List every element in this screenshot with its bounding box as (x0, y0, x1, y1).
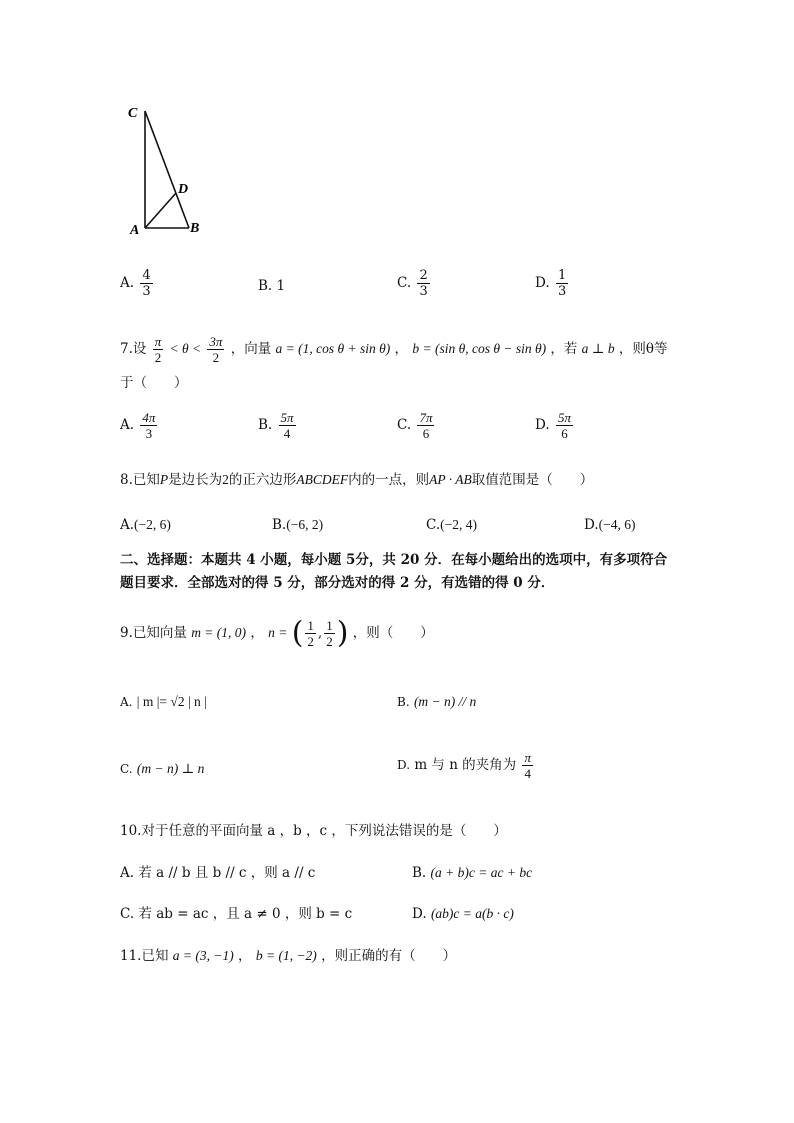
segment-ad (145, 193, 176, 228)
label-c: C (128, 106, 138, 121)
q8-option-a: A.(−2, 6) (120, 517, 171, 533)
q10-stem: 10.对于任意的平面向量 a ，b ，c ，下列说法错误的是（ ） (120, 823, 507, 839)
q7-option-d: D. $\frac{5\pi}{6}$ (535, 410, 571, 441)
q8-stem: 8.已知P是边长为2的正六边形ABCDEF内的一点，则AP · AB取值范围是（ ） (120, 472, 594, 488)
triangle-figure (120, 98, 220, 243)
q7-option-b: B. $\frac{5\pi}{4}$ (258, 410, 294, 441)
q10-option-a: A. 若 a // b 且 b // c ，则 a // c (120, 865, 316, 881)
q8-option-d: D.(−4, 6) (584, 517, 636, 533)
section2-heading-line2: 题目要求．全部选对的得 5 分，部分选对的得 2 分，有选错的得 0 分． (120, 575, 555, 591)
label-a: A (130, 223, 140, 238)
q9-option-d: D. m 与 n 的夹角为 $\frac{\pi}{4}$ (397, 750, 531, 781)
q6-option-d: D. $\frac{1}{3}$ (535, 268, 567, 299)
q6-option-a: A. $\frac{4}{3}$ (120, 268, 151, 299)
q10-option-c: C. 若 ab = ac ，且 a ≠ 0 ，则 b = c (120, 906, 353, 922)
label-b: B (190, 221, 200, 236)
segment-cb (145, 111, 189, 228)
q7-stem-line2: 于（ ） (120, 375, 188, 391)
label-d: D (178, 182, 189, 197)
q9-stem: 9.已知向量 m = (1, 0) ， n = ( $\frac{1}{2}$ , $\frac{1}{2}$ ) ，则（ ） (120, 615, 434, 651)
q7-option-a: A. $\frac{4\pi}{3}$ (120, 410, 156, 441)
q6-option-b: B. 1 (258, 278, 286, 294)
q9-option-a: A. | m |= √2 | n | (120, 694, 207, 709)
q10-option-d: D. (ab)c = a(b · c) (412, 906, 514, 922)
q8-option-b: B.(−6, 2) (272, 517, 324, 533)
q6-option-c: C. $\frac{2}{3}$ (397, 268, 428, 299)
q9-option-b: B. (m − n) // n (397, 694, 477, 709)
q7-stem: 7.设 $\frac{\pi}{2}$ < θ < $\frac{3\pi}{2}$ ，向量 a = (1, cos θ + sin θ) ， b = (sin θ, cos θ − sin θ) ，若 a ⊥ b ，则θ等 (120, 334, 668, 365)
q11-stem: 11.已知 a = (3, −1) ， b = (1, −2) ，则正确的有（ ） (120, 948, 457, 964)
q7-option-c: C. $\frac{7\pi}{6}$ (397, 410, 433, 441)
q9-option-c: C. (m − n) ⊥ n (120, 761, 205, 776)
q8-option-c: C.(−2, 4) (426, 517, 477, 533)
section2-heading-line1: 二、选择题：本题共 4 小题，每小题 5分，共 20 分．在每小题给出的选项中，有多项符合 (120, 552, 668, 568)
q10-option-b: B. (a + b)c = ac + bc (412, 865, 533, 881)
